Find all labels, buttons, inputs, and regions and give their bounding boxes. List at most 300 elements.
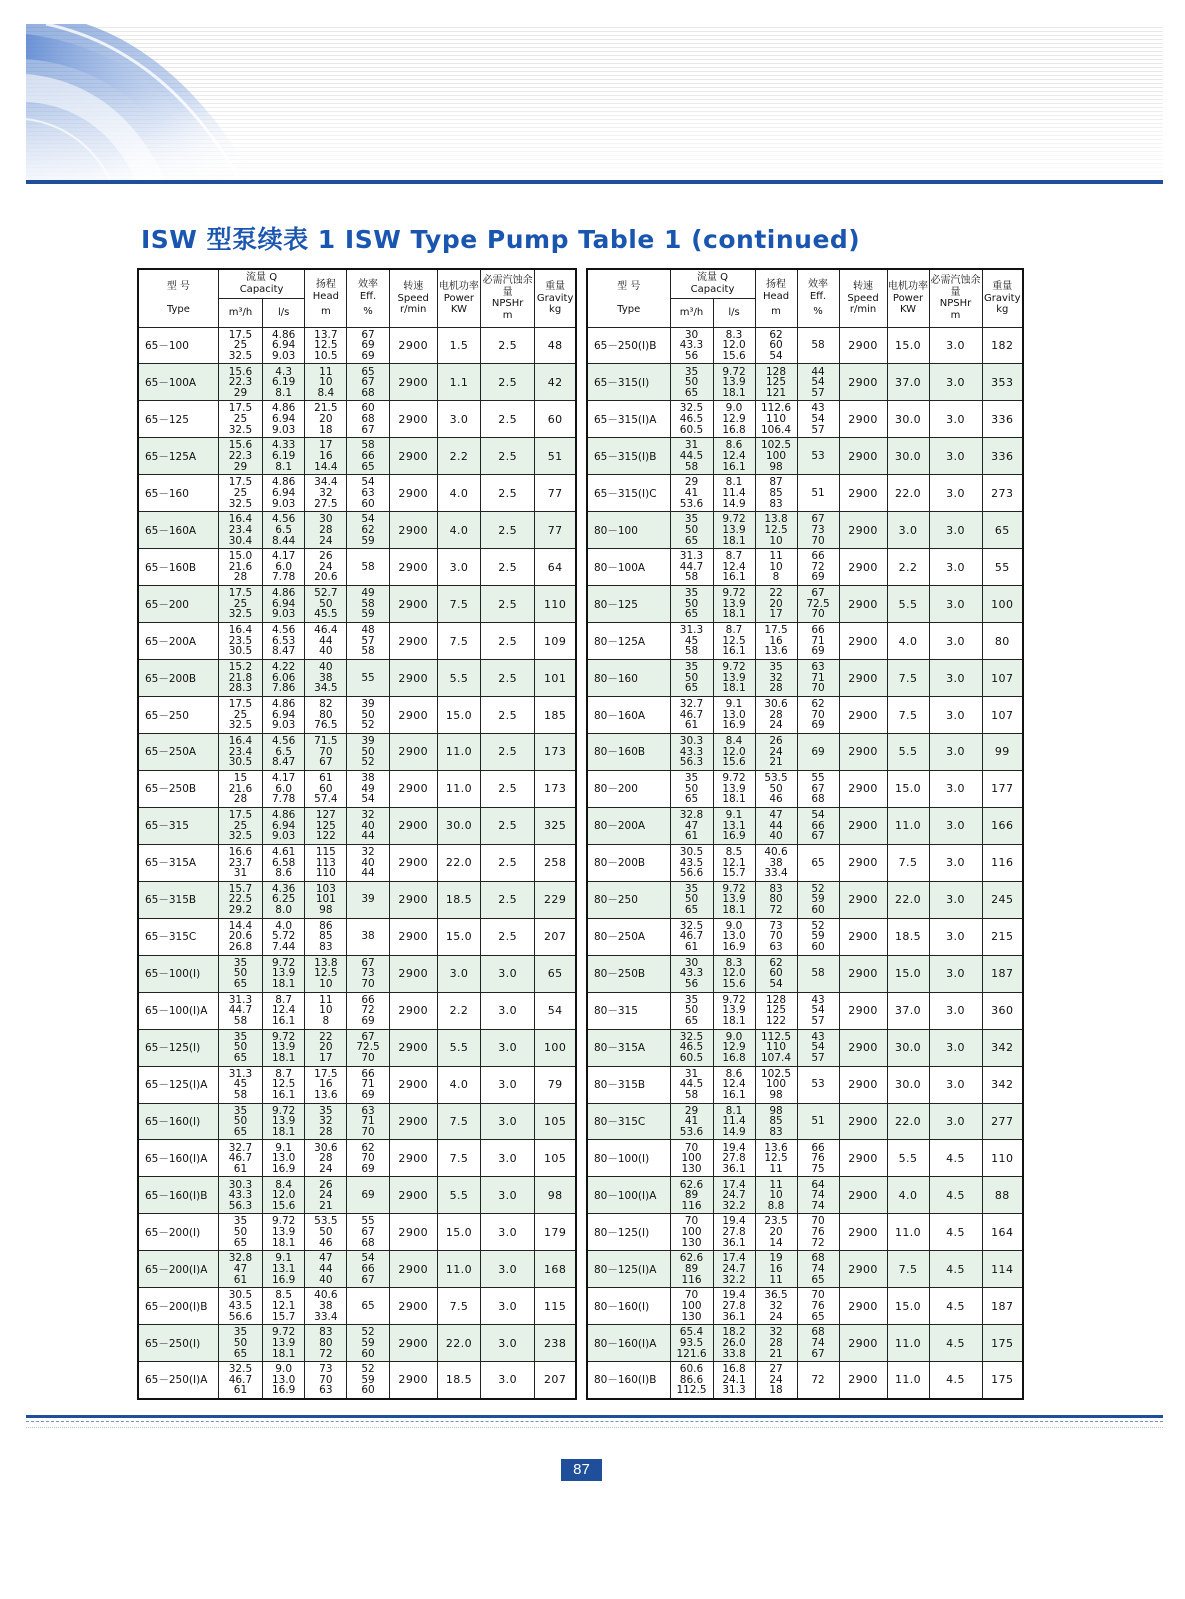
cell-power: 11.0 [887,1325,929,1362]
cell-value: 40.6 [314,1289,338,1302]
table-row [138,955,576,992]
cell-value: 23.5 [228,634,253,647]
cell-gravity: 277 [982,1103,1023,1140]
cell-q-m3h [218,844,262,881]
cell-npsh: 3.0 [929,364,982,401]
cell-value: 62 [769,956,783,969]
cell-value: 44 [361,867,375,880]
cell-value: 8.7 [275,1067,292,1080]
cell-q-m3h [218,475,262,512]
cell-speed: 2900 [389,438,437,475]
cell-value: 59 [361,1336,375,1349]
cell-value: 32.2 [722,1199,746,1212]
table-row [138,844,576,881]
cell-value: 10.5 [314,349,338,362]
cell-value: 18.1 [271,1236,296,1249]
cell-value: 23.7 [228,856,253,869]
cell-value: 60.5 [679,423,704,436]
cell-value: 35 [684,513,699,526]
cell-value: 74 [811,1263,825,1275]
cell-value: 8.3 [725,956,743,969]
cell-value: 56.6 [679,867,704,880]
cell-type: 80－125 [587,586,670,623]
cell-npsh: 2.5 [481,697,535,734]
cell-value: 28 [769,682,783,695]
cell-value: 67 [811,782,825,795]
cell-power: 5.5 [437,1177,480,1214]
cell-head [755,1214,797,1251]
cell-value: 60 [361,402,375,415]
cell-value: 8.4 [725,735,743,748]
pump-table-left-body [138,327,576,1399]
cell-q-ls [263,660,305,697]
page-number: 87 [561,1459,602,1481]
cell-value: 11 [319,993,333,1006]
cell-q-m3h [218,1177,262,1214]
cell-value: 74 [811,1189,825,1202]
cell-eff [797,733,839,770]
cell-value: 4.56 [271,513,296,526]
cell-value: 53 [811,1078,825,1091]
cell-speed: 2900 [389,1140,437,1177]
cell-head [305,1140,347,1177]
cell-speed: 2900 [389,844,437,881]
cell-value: 28 [233,793,248,806]
cell-power: 11.0 [887,1362,929,1399]
cell-value: 27.8 [722,1226,746,1239]
cell-value: 72 [361,1004,375,1017]
cell-value: 54 [361,1252,375,1265]
cell-q-m3h [670,549,713,586]
cell-value: 21 [769,756,783,769]
cell-value: 35 [769,661,783,674]
cell-value: 52 [361,756,375,769]
cell-value: 8.5 [275,1289,292,1302]
cell-value: 15 [233,772,248,785]
cell-q-ls [263,770,305,807]
cell-head [755,401,797,438]
cell-power: 18.5 [887,918,929,955]
cell-value: 20 [769,597,783,610]
cell-value: 50 [769,782,783,795]
cell-value: 66 [811,624,825,637]
cell-value: 54 [811,1041,825,1054]
cell-q-ls [263,992,305,1029]
cell-speed: 2900 [389,955,437,992]
cell-value: 100 [765,1078,787,1091]
cell-type: 65－100A [138,364,218,401]
cell-q-m3h [218,1251,262,1288]
cell-value: 9.03 [271,830,296,843]
cell-value: 7.86 [271,682,296,695]
cell-value: 71 [811,671,825,684]
cell-value: 32.5 [679,919,704,932]
table-row [587,586,1023,623]
cell-value: 9.72 [271,1104,296,1117]
cell-q-ls [263,955,305,992]
col-gravity: 重量 Gravity kg [535,269,576,327]
cell-type: 65－125(I)A [138,1066,218,1103]
cell-eff [347,881,389,918]
cell-value: 70 [811,708,825,721]
cell-type: 65－125(I) [138,1029,218,1066]
cell-value: 8.44 [271,534,296,547]
cell-value: 33.8 [722,1347,746,1360]
cell-value: 89 [684,1189,699,1202]
cell-value: 9.1 [275,1252,292,1265]
cell-value: 19 [769,1252,783,1265]
cell-q-ls [713,1362,755,1399]
cell-value: 12.1 [722,856,746,869]
cell-gravity: 336 [982,438,1023,475]
cell-type: 80－160(I) [587,1288,670,1325]
cell-value: 83 [769,497,783,510]
cell-q-m3h [670,364,713,401]
cell-value: 50 [684,782,699,795]
cell-value: 13.9 [722,376,746,389]
cell-value: 58 [811,967,825,980]
cell-value: 32.5 [679,1030,704,1043]
cell-value: 4.86 [271,587,296,600]
cell-speed: 2900 [839,1177,887,1214]
cell-value: 72 [811,560,825,573]
cell-value: 70 [361,1051,375,1064]
cell-value: 29 [233,460,248,473]
cell-value: 8.4 [275,1178,292,1191]
cell-q-m3h [218,881,262,918]
cell-value: 8.6 [725,1067,743,1080]
cell-npsh: 2.5 [481,327,535,364]
cell-value: 35 [684,882,699,895]
cell-q-ls [713,1214,755,1251]
cell-gravity: 175 [982,1362,1023,1399]
cell-speed: 2900 [839,364,887,401]
cell-q-ls [263,1362,305,1399]
cell-value: 29.2 [228,904,253,917]
cell-value: 4.33 [271,439,296,452]
cell-value: 9.1 [275,1141,292,1154]
cell-gravity: 182 [982,327,1023,364]
cell-value: 32.2 [722,1273,746,1286]
cell-value: 20.6 [314,571,338,584]
cell-gravity: 51 [535,438,576,475]
cell-value: 72 [811,1236,825,1249]
cell-value: 44 [319,634,333,647]
table-row [587,475,1023,512]
table-row [587,1140,1023,1177]
cell-value: 130 [681,1310,702,1323]
table-row [587,364,1023,401]
cell-speed: 2900 [389,623,437,660]
cell-eff [797,660,839,697]
cell-value: 73 [811,523,825,536]
cell-q-m3h [670,1177,713,1214]
cell-value: 31.3 [228,993,253,1006]
cell-q-m3h [218,918,262,955]
cell-q-m3h [670,1066,713,1103]
cell-q-ls [713,1103,755,1140]
cell-value: 4.61 [271,845,296,858]
cell-value: 57 [811,1014,825,1027]
cell-value: 107.4 [760,1051,792,1064]
cell-value: 50 [684,523,699,536]
cell-value: 76 [811,1299,825,1312]
cell-gravity: 42 [535,364,576,401]
cell-value: 65 [811,1273,825,1286]
cell-gravity: 99 [982,733,1023,770]
cell-npsh: 3.0 [929,660,982,697]
cell-value: 13.9 [271,1041,296,1054]
cell-value: 65 [684,904,699,917]
cell-eff [347,1103,389,1140]
cell-value: 10 [319,977,333,990]
cell-speed: 2900 [839,1140,887,1177]
cell-value: 74 [811,1336,825,1349]
cell-head [755,660,797,697]
cell-value: 17.5 [228,808,253,821]
cell-q-ls [713,327,755,364]
cell-value: 35 [684,661,699,674]
cell-q-ls [713,1140,755,1177]
cell-q-ls [263,1288,305,1325]
cell-value: 70 [769,930,783,943]
cell-q-m3h [670,807,713,844]
cell-value: 70 [811,682,825,695]
cell-npsh: 3.0 [929,586,982,623]
cell-value: 19.4 [722,1289,746,1302]
cell-q-m3h [218,512,262,549]
cell-value: 13.1 [271,1263,296,1275]
cell-eff [797,807,839,844]
cell-gravity: 336 [982,401,1023,438]
cell-type: 65－125 [138,401,218,438]
cell-npsh: 3.0 [929,807,982,844]
cell-value: 17 [319,439,333,452]
cell-speed: 2900 [389,327,437,364]
cell-value: 57.4 [314,793,338,806]
cell-q-ls [713,401,755,438]
cell-value: 27.8 [722,1299,746,1312]
cell-value: 13.6 [764,1141,788,1154]
cell-value: 50 [233,1226,248,1239]
cell-npsh: 2.5 [481,438,535,475]
cell-value: 62 [361,1141,375,1154]
cell-value: 36.5 [764,1289,788,1302]
cell-power: 15.0 [887,327,929,364]
cell-eff [347,512,389,549]
cell-value: 24 [319,560,333,573]
cell-value: 53.5 [764,772,788,785]
cell-q-m3h [218,1140,262,1177]
cell-value: 9.72 [722,772,746,785]
cell-value: 115 [315,845,336,858]
cell-value: 44.7 [228,1004,253,1017]
cell-q-m3h [218,623,262,660]
cell-value: 72.5 [356,1041,380,1054]
cell-value: 18.1 [722,608,746,621]
cell-value: 6.06 [271,671,296,684]
col-ls: l/s [713,298,755,327]
cell-npsh: 3.0 [929,992,982,1029]
footer-rule [26,1415,1163,1418]
cell-speed: 2900 [389,918,437,955]
cell-speed: 2900 [389,1214,437,1251]
cell-value: 30.4 [228,534,253,547]
cell-value: 12.4 [722,560,746,573]
cell-eff [797,1103,839,1140]
cell-value: 9.03 [271,497,296,510]
cell-value: 67 [361,1226,375,1239]
cell-value: 17 [319,1051,333,1064]
cell-value: 65 [233,1236,248,1249]
cell-value: 51 [811,486,825,499]
table-row [587,992,1023,1029]
cell-value: 68 [811,793,825,806]
cell-npsh: 3.0 [481,1140,535,1177]
cell-value: 44 [319,1263,333,1275]
cell-type: 65－160B [138,549,218,586]
cell-value: 8.4 [317,386,335,399]
cell-head [305,881,347,918]
cell-type: 65－160(I)B [138,1177,218,1214]
cell-head [305,512,347,549]
cell-value: 6.5 [275,523,292,536]
cell-speed: 2900 [839,1066,887,1103]
cell-value: 15.6 [228,439,253,452]
cell-value: 13.9 [722,893,746,906]
cell-value: 30.3 [679,735,704,748]
cell-npsh: 3.0 [929,918,982,955]
cell-value: 102.5 [760,439,792,452]
cell-value: 43 [811,1030,825,1043]
table-row [587,401,1023,438]
table-row [138,364,576,401]
cell-value: 61 [684,830,699,843]
cell-value: 106.4 [760,423,792,436]
cell-value: 98 [769,1104,783,1117]
cell-value: 9.0 [725,919,743,932]
cell-speed: 2900 [389,1362,437,1399]
cell-type: 65－315C [138,918,218,955]
col-type: 型 号 Type [138,269,218,327]
cell-value: 70 [361,977,375,990]
table-row [138,697,576,734]
cell-head [305,1288,347,1325]
cell-value: 35 [684,993,699,1006]
cell-q-ls [263,1325,305,1362]
table-row [587,697,1023,734]
cell-value: 56.3 [228,1199,253,1212]
cell-value: 9.72 [722,661,746,674]
cell-value: 4.86 [271,698,296,711]
cell-gravity: 109 [535,623,576,660]
cell-q-m3h [670,1140,713,1177]
cell-gravity: 168 [535,1251,576,1288]
cell-eff [347,586,389,623]
cell-power: 15.0 [437,918,480,955]
cell-value: 93.5 [679,1336,704,1349]
cell-value: 9.72 [271,956,296,969]
table-row [138,549,576,586]
cell-head [305,770,347,807]
cell-eff [797,1214,839,1251]
cell-head [755,881,797,918]
cell-value: 46.7 [679,930,704,943]
cell-value: 52 [361,1326,375,1339]
cell-value: 20 [319,1041,333,1054]
cell-q-m3h [670,733,713,770]
cell-value: 58 [684,645,699,658]
cell-value: 30.5 [228,1289,253,1302]
cell-value: 15.6 [722,756,746,769]
cell-value: 13.9 [722,782,746,795]
pump-table-right [586,268,1024,1400]
cell-value: 43.3 [228,1189,253,1202]
cell-gravity: 342 [982,1066,1023,1103]
cell-value: 6.19 [271,450,296,463]
cell-value: 50 [319,1226,333,1239]
cell-value: 67 [811,513,825,526]
cell-value: 85 [769,486,783,499]
cell-value: 60 [769,967,783,980]
cell-value: 54 [811,808,825,821]
cell-value: 43.5 [228,1299,253,1312]
cell-value: 60 [811,904,825,917]
cell-value: 71 [361,1115,375,1128]
cell-value: 24 [319,534,333,547]
cell-value: 60 [361,497,375,510]
cell-value: 100 [681,1226,702,1239]
cell-value: 26.8 [228,941,253,954]
cell-eff [797,992,839,1029]
cell-type: 65－200 [138,586,218,623]
cell-q-m3h [670,660,713,697]
cell-npsh: 3.0 [929,881,982,918]
cell-value: 31 [684,439,699,452]
cell-head [305,1066,347,1103]
cell-value: 11 [769,1178,783,1191]
cell-value: 17.5 [228,328,253,341]
cell-value: 6.0 [275,560,292,573]
cell-q-ls [263,1066,305,1103]
cell-value: 71.5 [314,735,338,748]
cell-npsh: 3.0 [929,1029,982,1066]
cell-eff [797,438,839,475]
cell-head [755,1177,797,1214]
cell-power: 11.0 [437,770,480,807]
col-eff: 效率 Eff. % [797,269,839,327]
table-row [587,881,1023,918]
cell-value: 22.5 [228,893,253,906]
cell-head [305,733,347,770]
cell-value: 53 [811,450,825,463]
cell-value: 12.0 [271,1189,296,1202]
cell-value: 6.94 [271,486,296,499]
cell-value: 9.0 [725,402,743,415]
cell-value: 69 [811,719,825,732]
cell-power: 30.0 [887,401,929,438]
cell-q-ls [713,586,755,623]
cell-value: 16.4 [228,735,253,748]
col-type: 型 号 Type [587,269,670,327]
cell-value: 12.0 [722,745,746,758]
cell-value: 61 [233,1162,248,1175]
cell-npsh: 3.0 [929,697,982,734]
cell-gravity: 245 [982,881,1023,918]
cell-value: 100 [681,1299,702,1312]
cell-value: 13.6 [314,1088,338,1101]
cell-value: 13.9 [271,967,296,980]
